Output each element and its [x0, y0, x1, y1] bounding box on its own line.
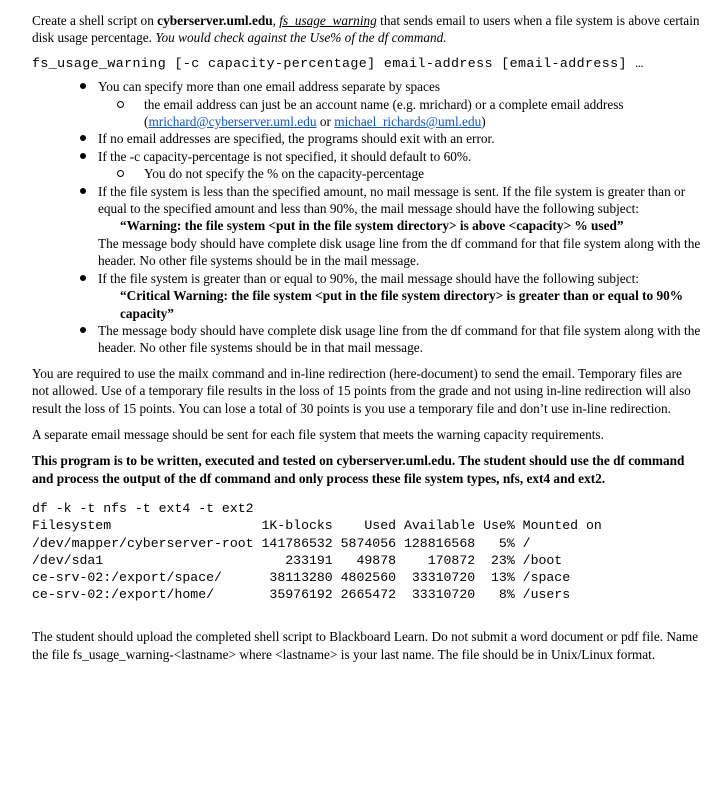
bullet-icon: [80, 83, 86, 89]
intro-comma: ,: [272, 13, 280, 28]
sub-list: [98, 165, 702, 182]
requirements-list: [32, 78, 702, 357]
bold-text: This program is to be written, executed and tested on cyberserver.uml.edu. The student should use the df command and process the output of the df command and only process these file system types, nfs, ext4 and ext2.: [32, 453, 685, 486]
bullet-text: You can specify more than one email address separate by spaces: [98, 79, 441, 95]
assignment-document: [32, 12, 702, 663]
bullet-text-body: The message body should have complete disk usage line from the df command for that file system along with the header. No other file systems should be in the mail message.: [98, 235, 701, 269]
bullet-icon: [80, 135, 86, 141]
sub-bullet-text: the email address can just be an account name (e.g. mrichard) or a complete email address (: [144, 96, 624, 130]
bullet-icon: [80, 188, 86, 194]
bullet-text: If no email addresses are specified, the programs should exit with an error.: [98, 131, 495, 147]
bullet-icon: [80, 327, 86, 333]
list-item: [32, 183, 702, 270]
spacer: [32, 603, 702, 628]
separate-email-paragraph: A separate email message should be sent for each file system that meets the warning capacity requirements.: [32, 426, 604, 442]
list-item: [32, 78, 702, 130]
host-name: cyberserver.uml.edu: [157, 13, 273, 28]
intro-hint: You would check against the Use% of the df command.: [155, 30, 447, 46]
upload-paragraph: The student should upload the completed shell script to Blackboard Learn. Do not submit a word document or pdf file. Name the file fs_usage_warning-<lastname> where <lastname> is your last name. The file should be in Unix/Linux format.: [32, 629, 699, 662]
df-command-output: df -k -t nfs -t ext4 -t ext2 Filesystem 1K-blocks Used Available Use% Mounted on /dev/mapper/cyberserver-root 141786532 5874056 128816568 5% / /dev/sda1 233191 49878 170872 23% /boot ce-srv-02:/export/space/ 38113280 4802560 33310720 13% /space ce-srv-02:/export/home/ 35976192 2665472 33310720 8% /users: [32, 501, 602, 603]
email-link-mrichard[interactable]: mrichard@cyberserver.uml.edu: [148, 114, 317, 130]
warning-subject: “Warning: the file system <put in the file system directory> is above <capacity> % used”: [120, 218, 624, 234]
list-item: [32, 270, 702, 322]
email-link-michael-richards[interactable]: michael_richards@uml.edu: [334, 114, 482, 130]
sub-list-item: [96, 96, 702, 131]
bullet-icon: [80, 153, 86, 159]
list-item: [32, 322, 702, 357]
bullet-text: The message body should have complete disk usage line from the df command for that file system along with the header. No other file systems should be in that mail message.: [98, 322, 701, 356]
bullet-text: If the file system is greater than or equal to 90%, the mail message should have the following subject:: [98, 270, 639, 286]
script-name: fs_usage_warning: [279, 13, 377, 28]
or-text: or: [316, 114, 335, 130]
intro-paragraph: [32, 12, 702, 47]
close-paren: ): [481, 114, 486, 130]
bullet-text: If the file system is less than the specified amount, no mail message is sent. If the file system is greater than or equal to the specified amount and less than 90%, the mail message should have the following subject:: [98, 183, 686, 217]
intro-description: that sends email to users when a file system is above certain disk usage percentage.: [32, 13, 700, 46]
sub-bullet-text: You do not specify the % on the capacity-percentage: [144, 166, 425, 182]
mailx-paragraph: You are required to use the mailx command and in-line redirection (here-document) to send the email. Temporary files are not allowed. Use of a temporary file results in the loss of 15 points from the grade and not using in-line redirection will also result the loss of 15 points. You can lose a total of 30 points is you use a temporary file and don’t use in-line redirection.: [32, 365, 691, 416]
sub-list-item: [96, 165, 702, 182]
critical-warning-subject: “Critical Warning: the file system <put in the file system directory> is greater than or equal to 90% capacity”: [120, 288, 684, 321]
intro-text: Create a shell script on: [32, 13, 158, 28]
usage-line: fs_usage_warning [-c capacity-percentage] email-address [email-address] …: [32, 55, 644, 71]
hollow-bullet-icon: [117, 101, 124, 108]
requirements-bold-paragraph: [32, 452, 702, 487]
hollow-bullet-icon: [117, 170, 124, 177]
list-item: [32, 148, 702, 183]
bullet-text: If the -c capacity-percentage is not specified, it should default to 60%.: [98, 148, 472, 164]
sub-list: [98, 96, 702, 131]
bullet-icon: [80, 275, 86, 281]
list-item: [32, 130, 702, 147]
